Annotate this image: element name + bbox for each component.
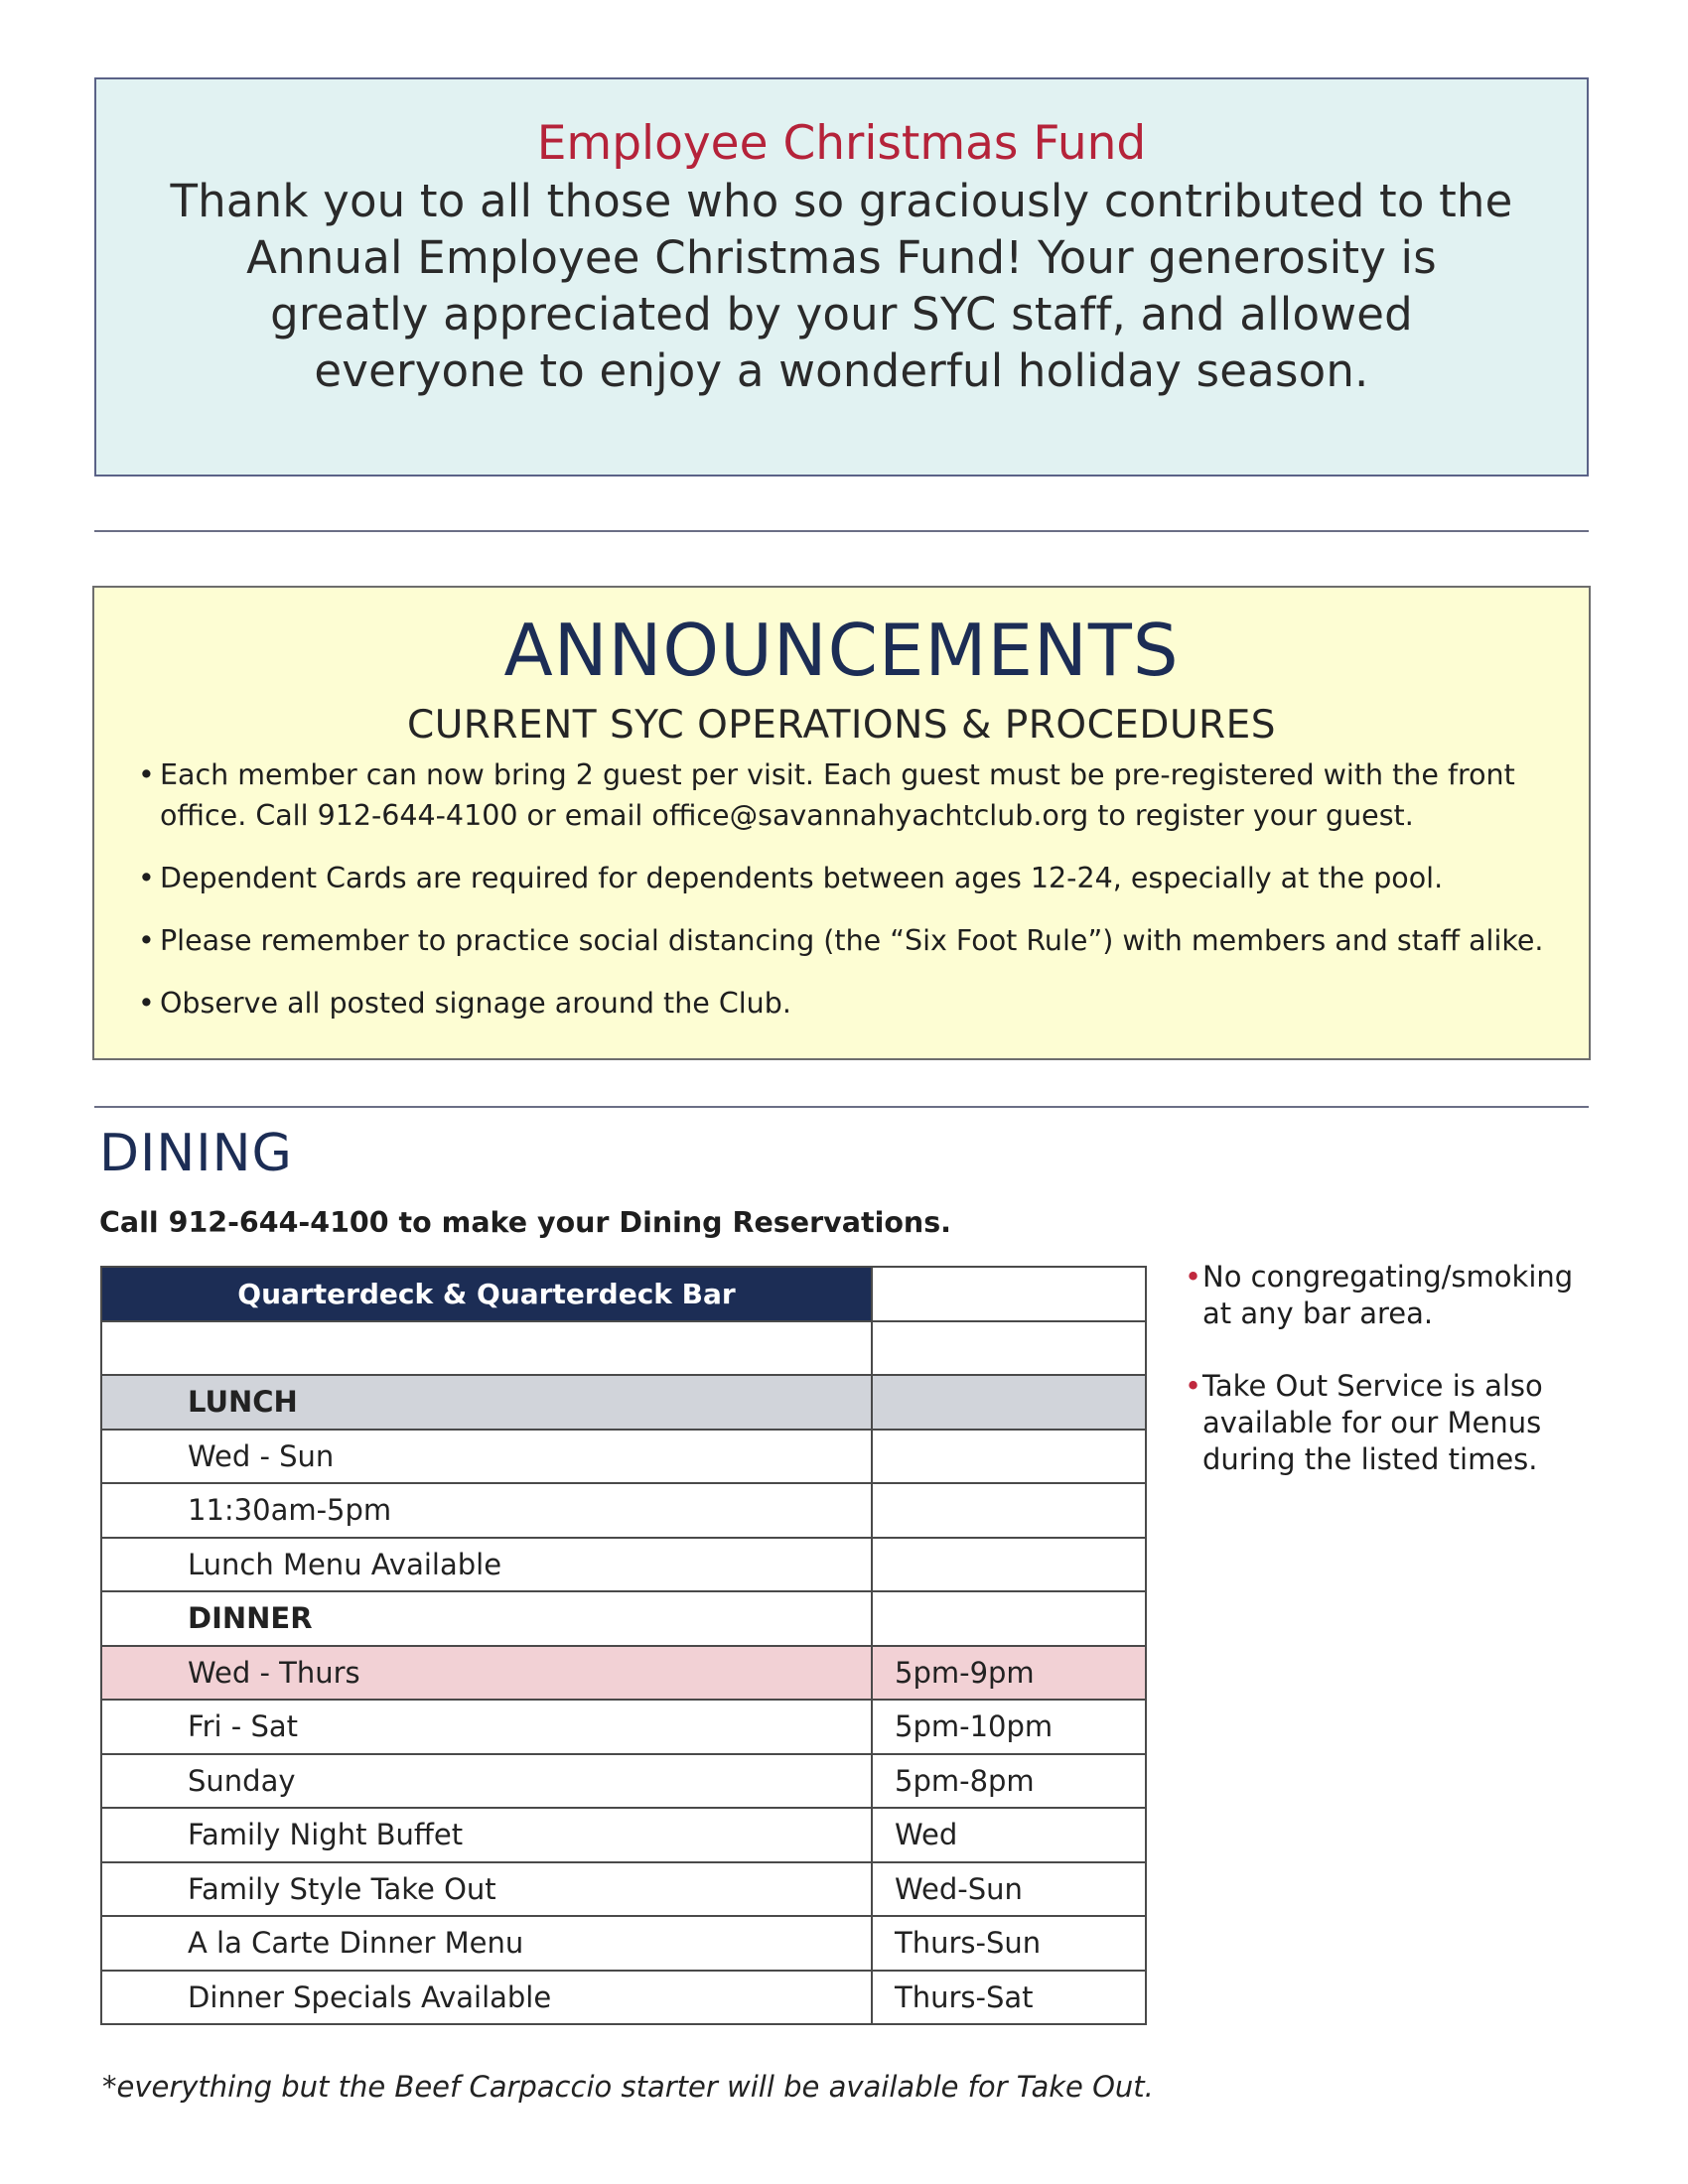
table-cell: DINNER [101, 1591, 872, 1646]
bullet-icon: • [1185, 1369, 1202, 1403]
table-cell [872, 1591, 1146, 1646]
table-cell: 11:30am-5pm [101, 1483, 872, 1538]
christmas-fund-box [94, 77, 1589, 477]
table-row [101, 1916, 1146, 1971]
table-row [101, 1646, 1146, 1701]
announcements-title: ANNOUNCEMENTS [503, 609, 1180, 692]
table-cell [101, 1321, 872, 1376]
announcement-item [138, 858, 1549, 898]
table-cell: Wed - Thurs [101, 1646, 872, 1701]
table-cell: Wed-Sun [872, 1862, 1146, 1917]
table-cell: Wed [872, 1808, 1146, 1862]
table-cell: 5pm-10pm [872, 1700, 1146, 1754]
table-cell: Wed - Sun [101, 1430, 872, 1484]
announcement-item [138, 920, 1549, 961]
dining-side-notes [1185, 1259, 1602, 1514]
table-cell: Thurs-Sun [872, 1916, 1146, 1971]
table-cell: 5pm-9pm [872, 1646, 1146, 1701]
table-cell: A la Carte Dinner Menu [101, 1916, 872, 1971]
table-row [101, 1862, 1146, 1917]
table-cell [872, 1430, 1146, 1484]
announcement-text: Please remember to practice social distancing (the “Six Foot Rule”) with members and staff alike. [160, 924, 1544, 957]
table-cell: Family Night Buffet [101, 1808, 872, 1862]
table-header-row [101, 1267, 1146, 1321]
announcements-list [94, 754, 1589, 1024]
table-cell: Lunch Menu Available [101, 1538, 872, 1592]
table-row [101, 1430, 1146, 1484]
table-cell: 5pm-8pm [872, 1754, 1146, 1809]
section-divider [94, 1106, 1589, 1108]
table-row [101, 1321, 1146, 1376]
table-cell: Family Style Take Out [101, 1862, 872, 1917]
announcement-text: Dependent Cards are required for dependents between ages 12-24, especially at the pool. [160, 862, 1444, 894]
bullet-icon: • [138, 987, 155, 1020]
table-cell [872, 1538, 1146, 1592]
table-row [101, 1971, 1146, 2025]
section-divider [94, 530, 1589, 532]
table-cell [872, 1267, 1146, 1321]
announcement-text: Observe all posted signage around the Club. [160, 987, 791, 1020]
table-cell: Fri - Sat [101, 1700, 872, 1754]
bullet-icon: • [1185, 1260, 1202, 1294]
table-cell: Dinner Specials Available [101, 1971, 872, 2025]
fund-text: Thank you to all those who so graciously contributed to the Annual Employee Christmas Fund! Your generosity is greatly appreciated by your SYC staff, and allowed everyone to enjoy a wonderful holiday season. [170, 175, 1513, 397]
table-row [101, 1375, 1146, 1430]
table-cell: Thurs-Sat [872, 1971, 1146, 2025]
table-cell: LUNCH [101, 1375, 872, 1430]
side-note [1185, 1368, 1602, 1478]
bullet-icon: • [138, 758, 155, 791]
table-row [101, 1754, 1146, 1809]
table-row [101, 1700, 1146, 1754]
bullet-icon: • [138, 862, 155, 894]
dining-reservation-call: Call 912-644-4100 to make your Dining Reservations. [99, 1206, 951, 1239]
table-cell [872, 1321, 1146, 1376]
announcement-item [138, 983, 1549, 1024]
side-note [1185, 1259, 1602, 1332]
table-cell: Sunday [101, 1754, 872, 1809]
table-row [101, 1591, 1146, 1646]
dining-title: DINING [99, 1124, 293, 1183]
side-note-text: Take Out Service is also available for our Menus during the listed times. [1202, 1369, 1543, 1476]
fund-title: Employee Christmas Fund [536, 116, 1147, 171]
table-cell [872, 1483, 1146, 1538]
announcements-subtitle: CURRENT SYC OPERATIONS & PROCEDURES [406, 703, 1277, 748]
table-row [101, 1808, 1146, 1862]
table-cell [872, 1375, 1146, 1430]
table-row [101, 1483, 1146, 1538]
table-row [101, 1538, 1146, 1592]
announcements-box [92, 586, 1591, 1060]
table-header: Quarterdeck & Quarterdeck Bar [101, 1267, 872, 1321]
dining-hours-table [100, 1266, 1147, 2025]
announcement-item [138, 754, 1549, 836]
bullet-icon: • [138, 924, 155, 957]
take-out-footnote: *everything but the Beef Carpaccio starter will be available for Take Out. [102, 2070, 1154, 2104]
side-note-text: No congregating/smoking at any bar area. [1202, 1260, 1574, 1330]
announcement-text: Each member can now bring 2 guest per visit. Each guest must be pre-registered with the front office. Call 912-644-4100 or email office@savannahyachtclub.org to register your guest. [160, 758, 1515, 832]
